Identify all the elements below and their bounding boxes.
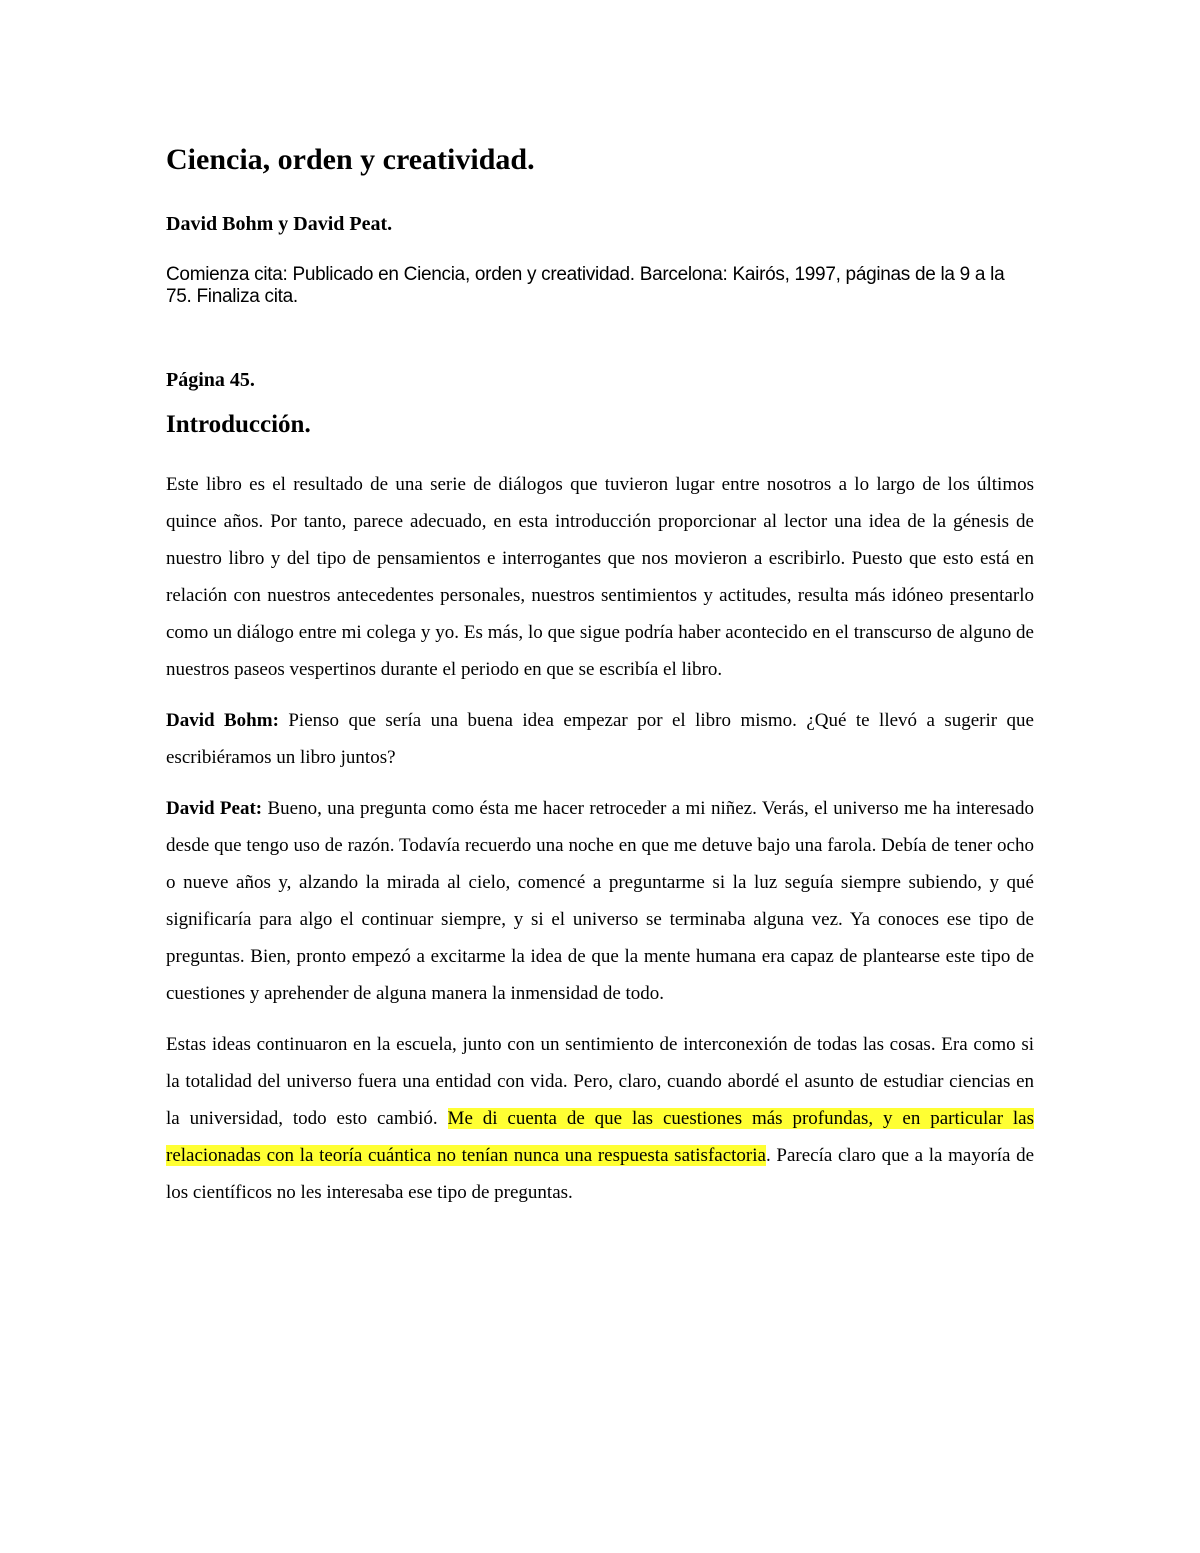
page-number-label: Página 45. (166, 369, 255, 391)
final-text-before: Estas ideas continuaron en la escuela, junto con un sentimiento de interconexión de todas las cosas. Era como si la totalidad del universo fuera una entidad con vida. Pero, claro, cuando abordé el asunto de estudiar ciencias en la universidad, todo esto cambió. (166, 1034, 1034, 1129)
speaker-label-bohm: David Bohm: (166, 710, 279, 731)
section-heading: Introducción. (166, 411, 311, 438)
speaker-label-peat: David Peat: (166, 798, 263, 819)
citation-note: Comienza cita: Publicado en Ciencia, orden y creatividad. Barcelona: Kairós, 1997, páginas de la 9 a la 75. Finaliza cita. (166, 264, 1005, 307)
dialog-paragraph-peat (166, 790, 1034, 1012)
final-text-after: . Parecía claro que a la mayoría de los científicos no les interesaba ese tipo de preguntas. (166, 1145, 1034, 1203)
document-title: Ciencia, orden y creatividad. (166, 143, 535, 176)
document-page (166, 140, 1034, 1211)
final-paragraph (166, 1026, 1034, 1211)
dialog-paragraph-bohm (166, 702, 1034, 776)
highlighted-passage: Me di cuenta de que las cuestiones más profundas, y en particular las relacionadas con la teoría cuántica no tenían nunca una respuesta satisfactoria (166, 1108, 1035, 1166)
document-authors: David Bohm y David Peat. (166, 213, 393, 235)
dialog-text-peat: Bueno, una pregunta como ésta me hacer retroceder a mi niñez. Verás, el universo me ha interesado desde que tengo uso de razón. Todavía recuerdo una noche en que me detuve bajo una farola. Debía de tener ocho o nueve años y, alzando la mirada al cielo, comencé a preguntarme si la luz seguía siempre subiendo, y qué significaría para algo el continuar siempre, y si el universo se terminaba alguna vez. Ya conoces ese tipo de preguntas. Bien, pronto empezó a excitarme la idea de que la mente humana era capaz de plantearse este tipo de cuestiones y aprehender de alguna manera la inmensidad de todo. (166, 798, 1034, 1004)
intro-paragraph: Este libro es el resultado de una serie de diálogos que tuvieron lugar entre nosotros a lo largo de los últimos quince años. Por tanto, parece adecuado, en esta introducción proporcionar al lector una idea de la génesis de nuestro libro y del tipo de pensamientos e interrogantes que nos movieron a escribirlo. Puesto que esto está en relación con nuestros antecedentes personales, nuestros sentimientos y actitudes, resulta más idóneo presentarlo como un diálogo entre mi colega y yo. Es más, lo que sigue podría haber acontecido en el transcurso de alguno de nuestros paseos vespertinos durante el periodo en que se escribía el libro. (166, 474, 1034, 680)
dialog-text-bohm: Pienso que sería una buena idea empezar por el libro mismo. ¿Qué te llevó a sugerir que escribiéramos un libro juntos? (166, 710, 1034, 768)
